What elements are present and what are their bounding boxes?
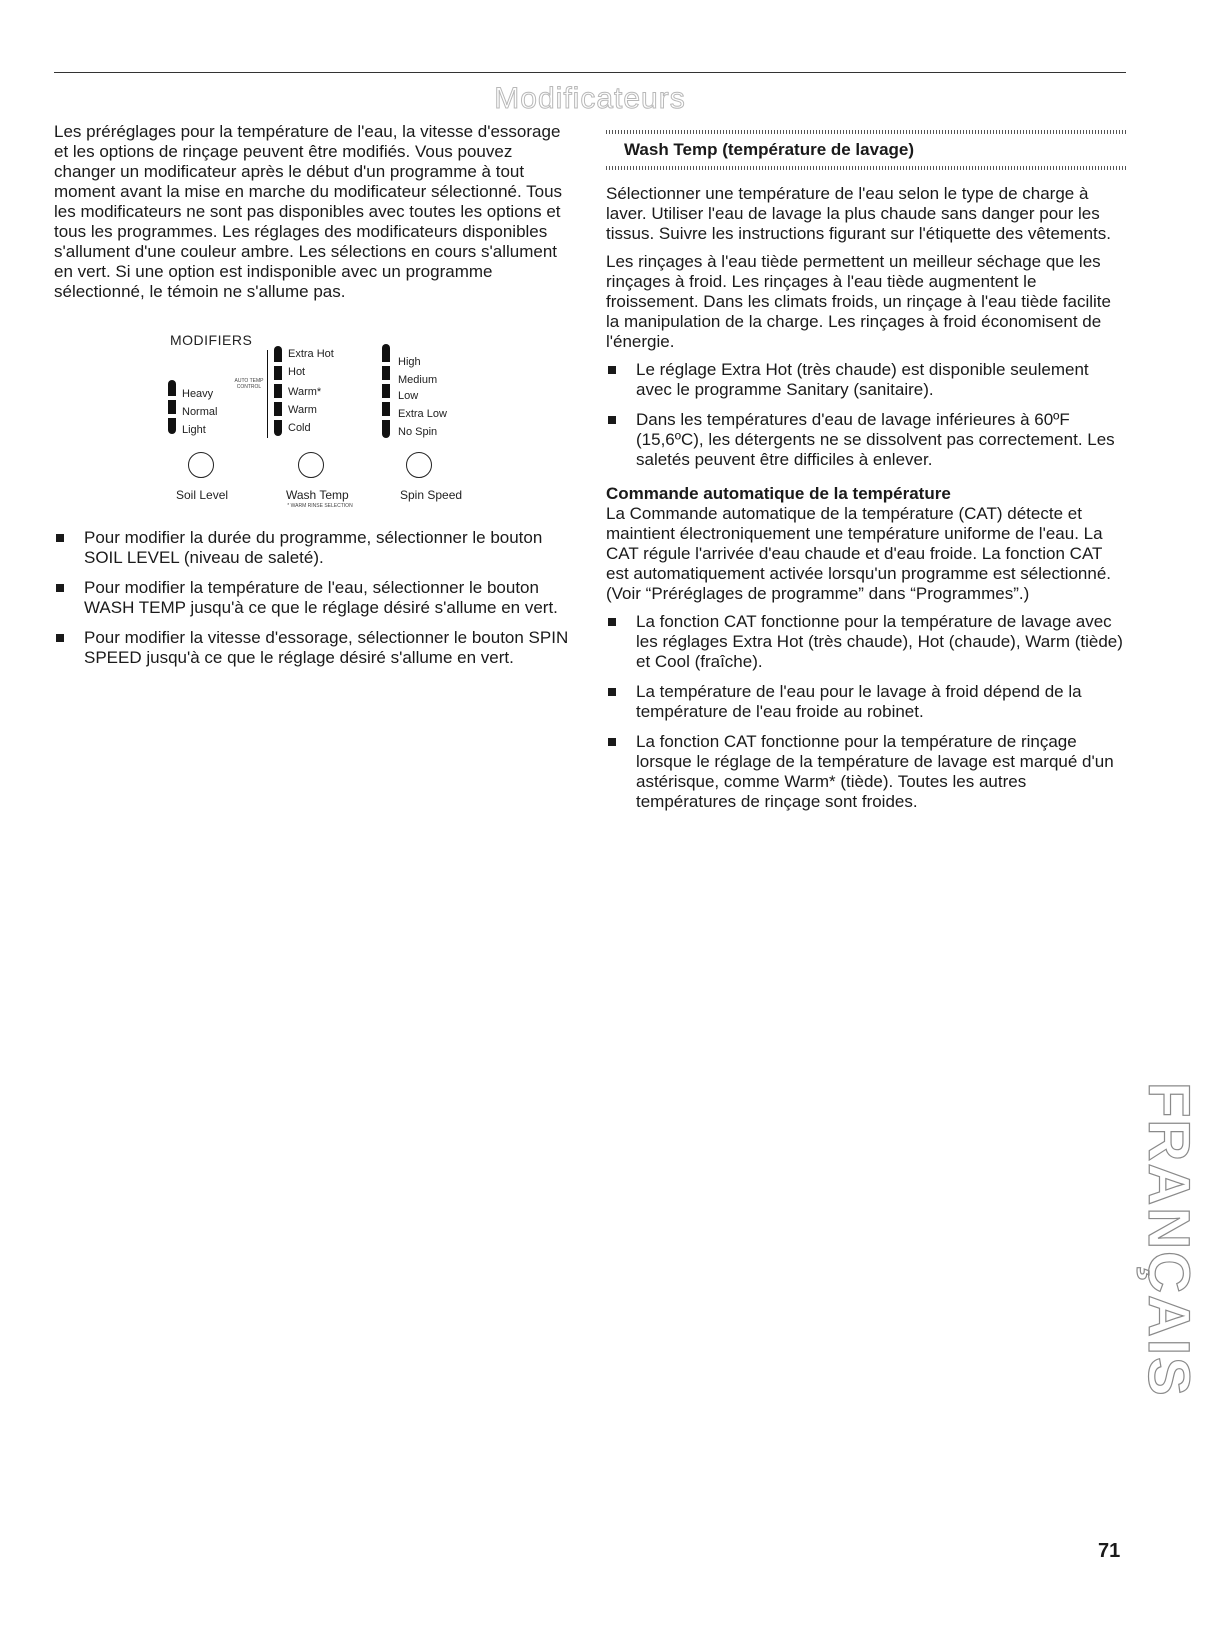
spin-indicator-extra-low — [382, 402, 390, 416]
intro-paragraph: Les préréglages pour la température de l'eau, la vitesse d'essorage et les options de rinçage peuvent être modifiés. Vous pouvez changer un modificateur après le début d'un programme à tout moment avant la mise en marche du modificateur sélectionné. Tous les modificateurs ne sont pas disponibles avec toutes les options et tous les programmes. Les réglages des modificateurs disponibles s'allument d'une couleur ambre. Les sélections en cours s'allument en vert. Si une option est indisponible avec un programme sélectionné, le témoin ne s'allume pas. — [54, 122, 563, 301]
wash-temp-knob[interactable] — [298, 452, 324, 478]
soil-level-light: Light — [182, 424, 206, 436]
spin-level-low: Low — [398, 390, 419, 402]
spin-indicator-medium — [382, 366, 390, 380]
soil-indicator-light — [168, 418, 176, 434]
left-bullet-list — [54, 528, 574, 678]
right-column — [606, 130, 1126, 822]
soil-indicator-normal — [168, 400, 176, 414]
soil-indicator-heavy — [168, 380, 176, 396]
spin-level-high: High — [398, 356, 421, 368]
list-item: Dans les températures d'eau de lavage inférieures à 60ºF (15,6ºC), les détergents ne se dissolvent pas correctement. Les saletés peuvent être difficiles à enlever. — [606, 410, 1126, 470]
spin-level-medium: Medium — [398, 374, 438, 386]
auto-temp-label: AUTO TEMP CONTROL — [234, 378, 264, 390]
temp-level-warm: Warm — [288, 404, 317, 416]
wash-temp-label: Wash Temp — [286, 488, 349, 502]
list-item: La fonction CAT fonctionne pour la température de rinçage lorsque le réglage de la température de lavage est marqué d'un astérisque, comme Warm* (tiède). Toutes les autres températures de rinçage sont froides. — [606, 732, 1126, 812]
section-rule-bottom — [606, 166, 1126, 170]
soil-level-knob[interactable] — [188, 452, 214, 478]
soil-level-heavy: Heavy — [182, 388, 214, 400]
list-item: Le réglage Extra Hot (très chaude) est disponible seulement avec le programme Sanitary (sanitaire). — [606, 360, 1126, 400]
auto-temp-bracket — [267, 350, 268, 438]
list-item: La fonction CAT fonctionne pour la température de lavage avec les réglages Extra Hot (très chaude), Hot (chaude), Warm (tiède) et Cool (fraîche). — [606, 612, 1126, 672]
temp-level-extra-hot: Extra Hot — [288, 348, 334, 360]
top-rule — [54, 72, 1126, 73]
list-item: La température de l'eau pour le lavage à froid dépend de la température de l'eau froide au robinet. — [606, 682, 1126, 722]
list-item: Pour modifier la durée du programme, sélectionner le bouton SOIL LEVEL (niveau de saleté). — [54, 528, 574, 568]
spin-indicator-low — [382, 384, 390, 398]
temp-indicator-cold — [274, 420, 282, 436]
wash-temp-paragraph-2: Les rinçages à l'eau tiède permettent un meilleur séchage que les rinçages à froid. Les rinçages à l'eau tiède augmentent le froissement. Dans les climats froids, un rinçage à l'eau tiède facilite la manipulation de la charge. Les rinçages à froid économisent de l'énergie. — [606, 252, 1111, 351]
spin-level-no-spin: No Spin — [398, 426, 438, 438]
spin-level-extra-low: Extra Low — [398, 408, 447, 420]
temp-indicator-warm — [274, 402, 282, 416]
list-item: Pour modifier la température de l'eau, sélectionner le bouton WASH TEMP jusqu'à ce que le réglage désiré s'allume en vert. — [54, 578, 574, 618]
temp-level-cold: Cold — [288, 422, 311, 434]
wash-temp-heading: Wash Temp (température de lavage) — [624, 140, 915, 159]
page-title: Modificateurs — [494, 82, 686, 115]
spin-speed-label: Spin Speed — [400, 488, 463, 502]
language-side-tab: FRANÇAIS — [1136, 1082, 1201, 1398]
left-column — [54, 122, 574, 302]
temp-level-warm-star: Warm* — [288, 386, 322, 398]
spin-speed-knob[interactable] — [406, 452, 432, 478]
soil-level-normal: Normal — [182, 406, 218, 418]
modifiers-title: MODIFIERS — [170, 332, 253, 348]
warm-rinse-footnote: * WARM RINSE SELECTION — [287, 503, 353, 509]
cat-bullets — [606, 612, 1126, 812]
soil-level-label: Soil Level — [176, 488, 229, 502]
page-number: 71 — [1098, 1540, 1121, 1562]
modifiers-diagram — [160, 326, 480, 516]
cat-paragraph: La Commande automatique de la température (CAT) détecte et maintient électroniquement une température uniforme de l'eau. La CAT régule l'arrivée d'eau chaude et d'eau froide. La fonction CAT est automatiquement activée lorsqu'un programme est sélectionné. (Voir “Préréglages de programme” dans “Programmes”.) — [606, 504, 1112, 603]
wash-temp-paragraph-1: Sélectionner une température de l'eau selon le type de charge à laver. Utiliser l'eau de lavage la plus chaude sans danger pour les tissus. Suivre les instructions figurant sur l'étiquette des vêtements. — [606, 184, 1111, 243]
temp-indicator-extra-hot — [274, 346, 282, 362]
cat-heading: Commande automatique de la température — [606, 484, 951, 503]
temp-indicator-hot — [274, 366, 282, 380]
wash-temp-bullets — [606, 360, 1126, 470]
spin-indicator-no-spin — [382, 420, 390, 438]
temp-level-hot: Hot — [288, 366, 306, 378]
list-item: Pour modifier la vitesse d'essorage, sélectionner le bouton SPIN SPEED jusqu'à ce que le réglage désiré s'allume en vert. — [54, 628, 574, 668]
spin-indicator-high — [382, 344, 390, 362]
temp-indicator-warm-star — [274, 384, 282, 398]
